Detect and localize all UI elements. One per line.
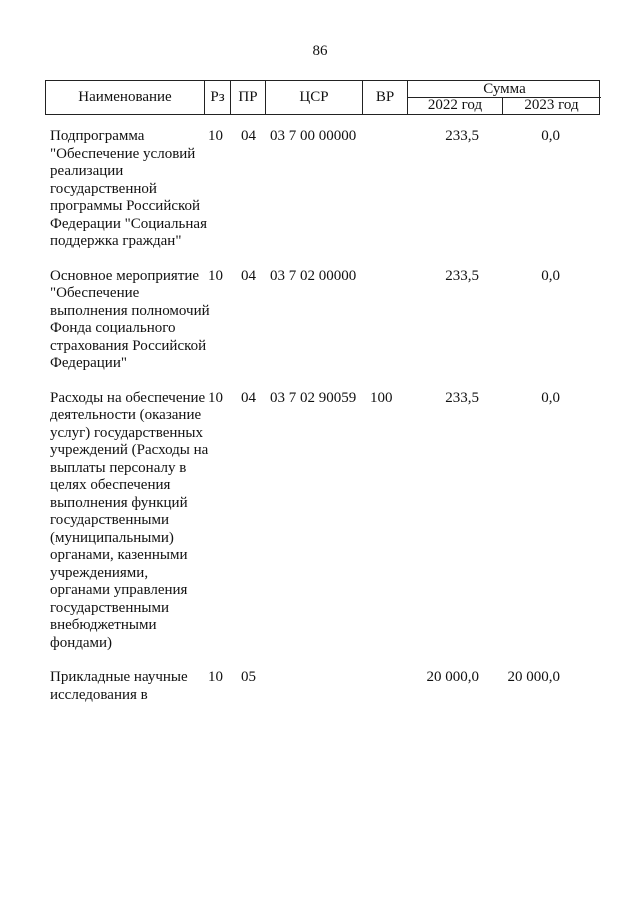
table-header bbox=[45, 80, 600, 115]
header-year-2022: 2022 год bbox=[408, 97, 503, 114]
row-name: Подпрограмма "Обеспечение условий реализации государственной программы Российской Федерации "Социальная поддержка граждан" bbox=[50, 128, 207, 249]
header-pr: ПР bbox=[231, 81, 266, 114]
header-sum-group bbox=[408, 81, 601, 114]
row-sum-2023: 0,0 bbox=[541, 389, 560, 406]
table-row bbox=[45, 128, 600, 251]
table-row bbox=[45, 390, 600, 653]
row-sum-2022: 20 000,0 bbox=[426, 669, 479, 685]
header-name: Наименование bbox=[46, 81, 205, 114]
row-sum-2023: 0,0 bbox=[541, 128, 560, 144]
row-rz: 10 bbox=[208, 267, 223, 284]
table-row bbox=[45, 268, 600, 373]
row-csr: 03 7 00 00000 bbox=[270, 128, 357, 144]
header-sum: Сумма bbox=[408, 81, 601, 98]
row-pr: 04 bbox=[241, 128, 256, 144]
page-number: 86 bbox=[312, 43, 328, 59]
row-pr: 04 bbox=[241, 267, 256, 284]
row-rz: 10 bbox=[208, 669, 223, 685]
row-name: Прикладные научные исследования в bbox=[50, 669, 188, 703]
row-pr: 04 bbox=[241, 389, 256, 406]
row-name: Расходы на обеспечение деятельности (оказание услуг) государственных учреждений (Расходы на выплаты персоналу в целях обеспечения выполнения функций государственными (муниципальными) органами, казенными учреждениями, органами управления государственными внебюджетными фондами) bbox=[50, 389, 209, 651]
row-vr: 100 bbox=[370, 389, 393, 406]
row-sum-2022: 233,5 bbox=[445, 267, 479, 284]
row-sum-2022: 233,5 bbox=[445, 389, 479, 406]
row-csr: 03 7 02 00000 bbox=[270, 267, 357, 284]
row-pr: 05 bbox=[241, 669, 256, 685]
table-row bbox=[45, 669, 600, 704]
row-csr: 03 7 02 90059 bbox=[270, 389, 357, 406]
table-body bbox=[45, 128, 600, 704]
row-rz: 10 bbox=[208, 128, 223, 144]
header-rz: Рз bbox=[205, 81, 231, 114]
header-vr: ВР bbox=[363, 81, 408, 114]
row-sum-2023: 20 000,0 bbox=[507, 669, 560, 685]
row-name: Основное мероприятие "Обеспечение выполнения полномочий Фонда социального страхования Российской Федерации" bbox=[50, 267, 210, 371]
row-rz: 10 bbox=[208, 389, 223, 406]
header-year-2023: 2023 год bbox=[524, 97, 579, 113]
row-sum-2023: 0,0 bbox=[541, 267, 560, 284]
header-csr: ЦСР bbox=[266, 81, 363, 114]
row-sum-2022: 233,5 bbox=[445, 128, 479, 144]
